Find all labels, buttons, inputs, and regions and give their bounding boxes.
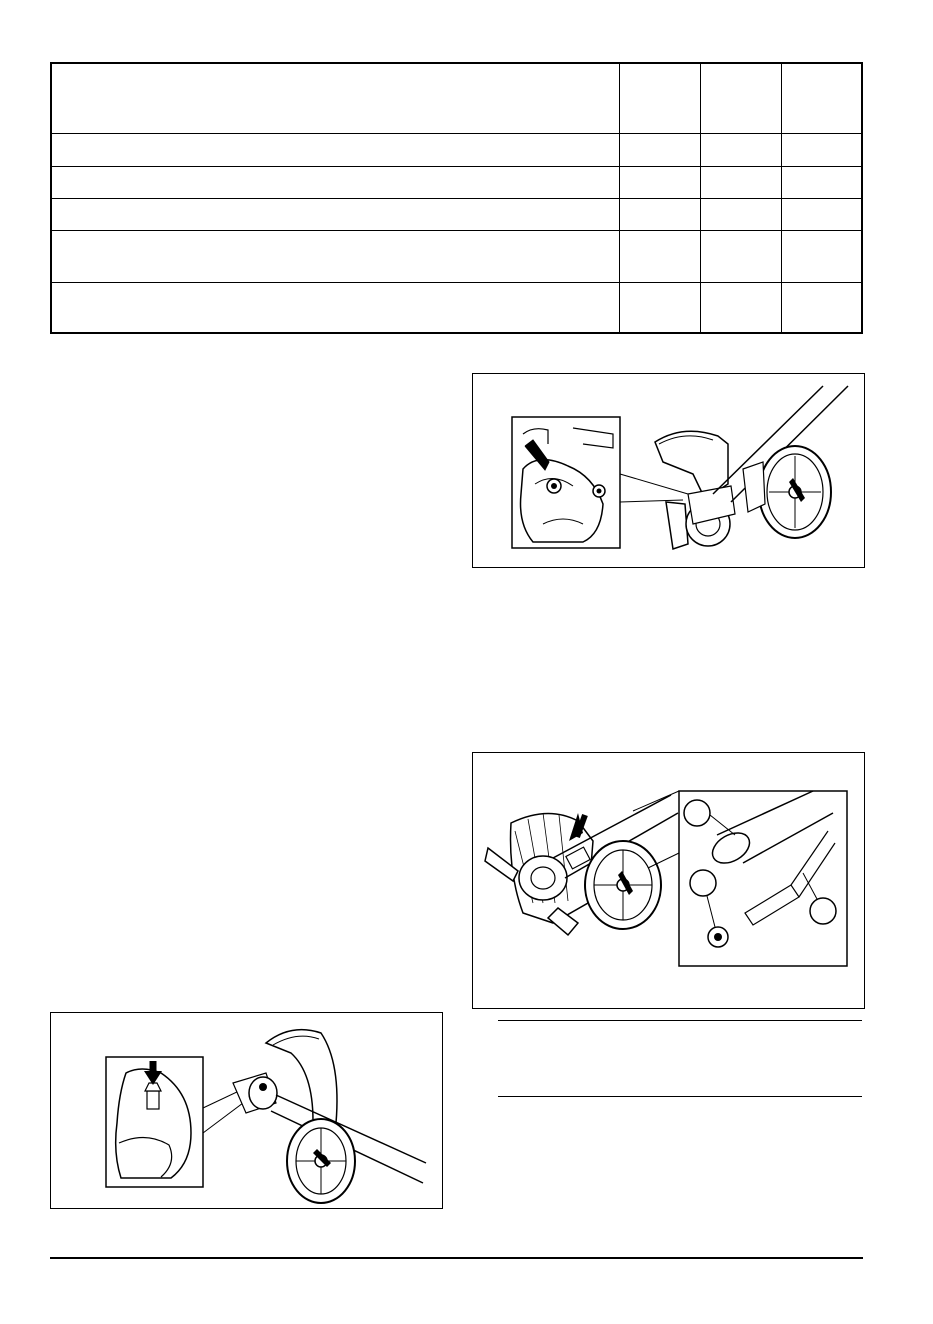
- footer-rule: [50, 1257, 863, 1259]
- maintenance-schedule-table: [50, 62, 863, 334]
- header-cell-task: [51, 63, 620, 133]
- table-row: [51, 133, 862, 166]
- figure-drive-shaft: [472, 752, 865, 1009]
- figure-gearbox-grease: [472, 373, 865, 568]
- table-cell: [620, 282, 701, 333]
- note-box-bottom-rule: [498, 1096, 862, 1097]
- header-cell-daily: [620, 63, 701, 133]
- table-cell: [781, 282, 862, 333]
- header-cell-monthly: [781, 63, 862, 133]
- table-header-row: [51, 63, 862, 133]
- edger-gearhead-grease-point-illustration: [473, 374, 864, 567]
- edger-drive-shaft-illustration: [473, 753, 864, 1008]
- table-row: [51, 282, 862, 333]
- table-cell: [781, 166, 862, 198]
- figure-guard-grease: [50, 1012, 443, 1209]
- table-cell: [51, 166, 620, 198]
- note-box-text: [498, 1030, 862, 1085]
- table-cell: [51, 282, 620, 333]
- edger-guard-grease-nipple-illustration: [51, 1013, 442, 1208]
- table-cell: [781, 198, 862, 230]
- table-cell: [781, 133, 862, 166]
- table-cell: [620, 230, 701, 282]
- table-row: [51, 230, 862, 282]
- table-cell: [700, 198, 781, 230]
- note-box-top-rule: [498, 1020, 862, 1021]
- table-cell: [620, 198, 701, 230]
- table-cell: [51, 230, 620, 282]
- table-cell: [51, 198, 620, 230]
- header-cell-weekly: [700, 63, 781, 133]
- table-cell: [700, 166, 781, 198]
- table-cell: [781, 230, 862, 282]
- table-cell: [620, 133, 701, 166]
- table-row: [51, 166, 862, 198]
- table-cell: [700, 282, 781, 333]
- table-cell: [700, 230, 781, 282]
- table-cell: [700, 133, 781, 166]
- table-row: [51, 198, 862, 230]
- table-cell: [620, 166, 701, 198]
- page-number: [50, 1266, 863, 1286]
- table-cell: [51, 133, 620, 166]
